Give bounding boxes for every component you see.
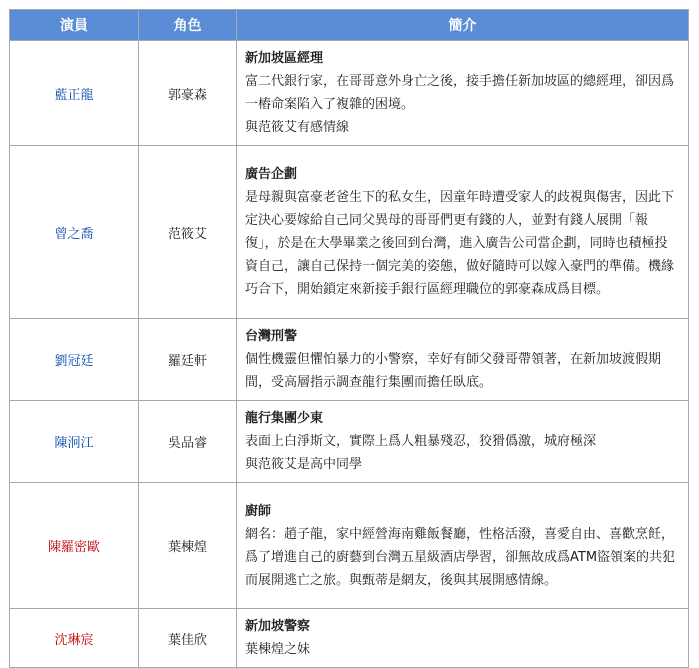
actor-cell bbox=[10, 401, 139, 483]
actor-link[interactable]: 藍正龍 bbox=[54, 87, 94, 103]
intro-text: 與范筱艾有感情線 bbox=[245, 120, 350, 135]
intro-cell bbox=[237, 319, 689, 401]
intro-cell bbox=[237, 41, 689, 146]
intro-cell bbox=[237, 146, 689, 319]
intro-text: 富二代銀行家，在哥哥意外身亡之後，接手擔任新加坡區的總經理，卻因爲一樁命案陷入了複雜的困境。 bbox=[245, 74, 675, 112]
intro-title: 新加坡區經理 bbox=[245, 51, 324, 66]
table-row bbox=[10, 146, 689, 319]
intro-text: 葉棟煌之妹 bbox=[245, 642, 311, 657]
header-intro: 簡介 bbox=[237, 10, 689, 41]
actor-link[interactable]: 劉冠廷 bbox=[54, 354, 94, 369]
intro-text: 個性機靈但懼怕暴力的小警察，幸好有師父發哥帶領著，在新加坡渡假期間，受高層指示調查龍行集團而擔任臥底。 bbox=[245, 352, 662, 390]
role-cell: 吳品睿 bbox=[139, 401, 237, 483]
table-row bbox=[10, 483, 689, 609]
intro-title: 龍行集團少東 bbox=[245, 411, 324, 426]
actor-cell bbox=[10, 609, 139, 668]
intro-text: 網名：趙子龍，家中經營海南雞飯餐廳，性格活潑，喜愛自由、喜歡烹飪，爲了增進自己的廚藝到台灣五星級酒店學習，卻無故成爲ATM盜領案的共犯而展開逃亡之旅。與甄蒂是網友，後與其展開感情線。 bbox=[245, 526, 676, 588]
intro-title: 廣告企劃 bbox=[245, 167, 298, 182]
header-row bbox=[10, 10, 689, 41]
role-cell: 郭豪森 bbox=[139, 41, 237, 146]
intro-cell bbox=[237, 609, 689, 668]
actor-link[interactable]: 陳羅密歐 bbox=[47, 540, 100, 555]
role-cell: 葉棟煌 bbox=[139, 483, 237, 609]
intro-cell bbox=[237, 483, 689, 609]
intro-text: 與范筱艾是高中同學 bbox=[245, 457, 363, 472]
role-cell: 羅廷軒 bbox=[139, 319, 237, 401]
intro-text: 表面上白淨斯文，實際上爲人粗暴殘忍，狡猾僞激，城府極深 bbox=[245, 434, 597, 449]
intro-title: 廚師 bbox=[245, 503, 272, 519]
intro-text: 是母親與富豪老爸生下的私女生，因童年時遭受家人的歧視與傷害，因此下定決心要嫁給自己同父異母的哥哥們更有錢的人，並對有錢人展開「報復」，於是在大學畢業之後回到台灣，進入廣告公司當企劃，同時也積極投資自己，讓自己保持一個完美的姿態，做好隨時可以嫁入豪門的準備。機緣巧合下，開始鎖定來新接手銀行區經理職位的郭豪森成爲目標。 bbox=[245, 190, 675, 297]
actor-cell bbox=[10, 41, 139, 146]
header-role: 角色 bbox=[139, 10, 237, 41]
actor-cell bbox=[10, 483, 139, 609]
table-row bbox=[10, 41, 689, 146]
actor-cell bbox=[10, 319, 139, 401]
actor-link[interactable]: 陳泂江 bbox=[54, 436, 94, 451]
actor-link[interactable]: 沈琳宸 bbox=[54, 632, 94, 648]
table-row bbox=[10, 319, 689, 401]
role-cell: 范筱艾 bbox=[139, 146, 237, 319]
table-row bbox=[10, 401, 689, 483]
intro-title: 新加坡警察 bbox=[245, 619, 311, 634]
actor-link[interactable]: 曾之喬 bbox=[54, 226, 94, 242]
role-cell: 葉佳欣 bbox=[139, 609, 237, 668]
cast-table bbox=[9, 9, 689, 668]
table-row bbox=[10, 609, 689, 668]
intro-title: 台灣刑警 bbox=[245, 329, 298, 344]
actor-cell bbox=[10, 146, 139, 319]
intro-cell bbox=[237, 401, 689, 483]
header-actor: 演員 bbox=[10, 10, 139, 41]
